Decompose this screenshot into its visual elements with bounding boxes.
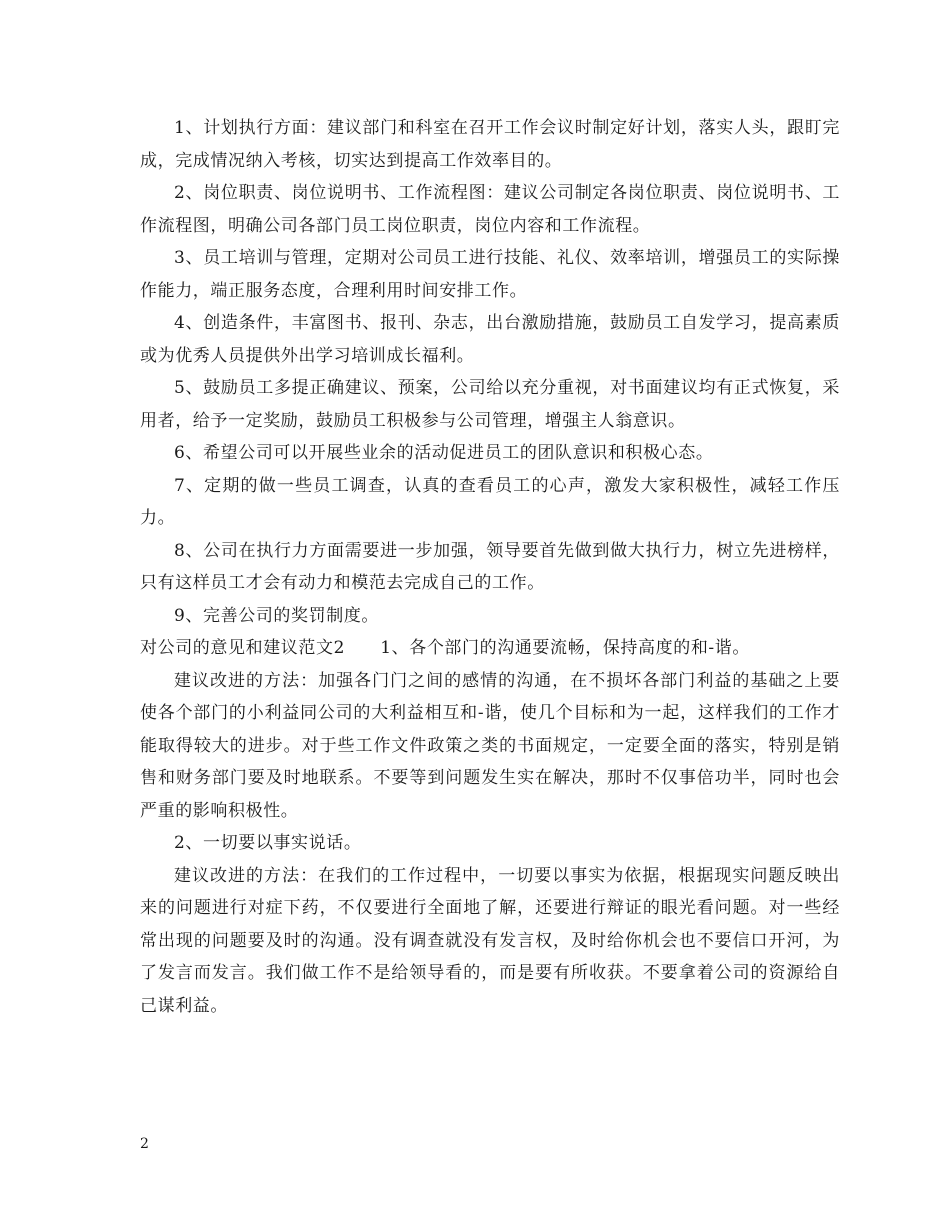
paragraph-10: 建议改进的方法：加强各门门之间的感情的沟通，在不损坏各部门利益的基础之上要使各个部门的小利益同公司的大利益相互和-谐，使几个目标和为一起，这样我们的工作才能取得较大的进步。对于些工作文件政策之类的书面规定，一定要全面的落实，特别是销售和财务部门要及时地联系。不要等到问题发生实在解决，那时不仅事倍功半，同时也会严重的影响积极性。 [140,670,840,821]
paragraph-9: 9、完善公司的奖罚制度。 [174,605,380,626]
document-body [140,112,840,1022]
paragraph-4: 4、创造条件，丰富图书、报刊、杂志，出台激励措施，鼓励员工自发学习，提高素质或为优秀人员提供外出学习培训成长福利。 [140,313,840,366]
page-number: 2 [140,1136,149,1152]
paragraph-8: 8、公司在执行力方面需要进一步加强，领导要首先做到做大执行力，树立先进榜样，只有这样员工才会有动力和模范去完成自己的工作。 [140,540,840,593]
paragraph-12: 建议改进的方法：在我们的工作过程中，一切要以事实为依据，根据现实问题反映出来的问题进行对症下药，不仅要进行全面地了解，还要进行辩证的眼光看问题。对一些经常出现的问题要及时的沟通。没有调查就没有发言权，及时给你机会也不要信口开河，为了发言而发言。我们做工作不是给领导看的，而是要有所收获。不要拿着公司的资源给自己谋利益。 [140,865,840,1016]
paragraph-7: 7、定期的做一些员工调查，认真的查看员工的心声，激发大家积极性，减轻工作压力。 [140,475,840,528]
section-heading-example-2: 对公司的意见和建议范文2 1、各个部门的沟通要流畅，保持高度的和-谐。 [140,638,750,658]
paragraph-1: 1、计划执行方面：建议部门和科室在召开工作会议时制定好计划，落实人头，跟盯完成，完成情况纳入考核，切实达到提高工作效率目的。 [140,118,840,171]
paragraph-6: 6、希望公司可以开展些业余的活动促进员工的团队意识和积极心态。 [174,443,714,463]
paragraph-2: 2、岗位职责、岗位说明书、工作流程图：建议公司制定各岗位职责、岗位说明书、工作流程图，明确公司各部门员工岗位职责，岗位内容和工作流程。 [140,183,840,236]
paragraph-5: 5、鼓励员工多提正确建议、预案，公司给以充分重视，对书面建议均有正式恢复，采用者，给予一定奖励，鼓励员工积极参与公司管理，增强主人翁意识。 [140,378,840,431]
paragraph-3: 3、员工培训与管理，定期对公司员工进行技能、礼仪、效率培训，增强员工的实际操作能力，端正服务态度，合理利用时间安排工作。 [140,248,840,301]
paragraph-11: 2、一切要以事实说话。 [174,833,362,853]
